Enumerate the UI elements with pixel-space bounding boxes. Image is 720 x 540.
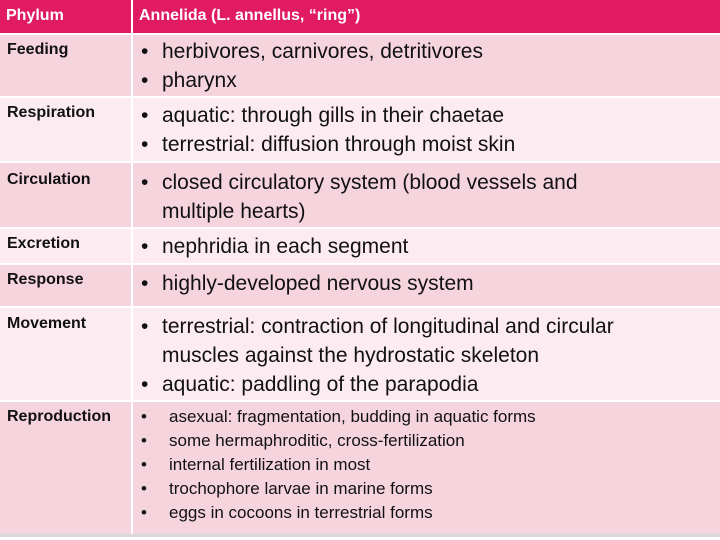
table-row-response — [0, 265, 720, 306]
list-item: • pharynx — [141, 66, 483, 95]
bullet-icon: • — [141, 373, 149, 396]
respiration-list — [141, 101, 515, 159]
table-row-excretion — [0, 229, 720, 263]
list-item: • eggs in cocoons in terrestrial forms — [141, 501, 536, 525]
list-item: • trochophore larvae in marine forms — [141, 477, 536, 501]
label-cell — [0, 229, 131, 263]
list-item: • aquatic: through gills in their chaetae — [141, 101, 515, 130]
content-cell — [133, 35, 720, 96]
bullet-icon: • — [141, 272, 149, 295]
content-cell — [133, 308, 720, 400]
label-cell — [0, 163, 131, 227]
row-label-movement: Movement — [7, 315, 87, 332]
header-cell-annelida — [133, 0, 720, 33]
row-label-respiration: Respiration — [7, 104, 96, 121]
list-item: • highly-developed nervous system — [141, 269, 474, 298]
label-cell — [0, 35, 131, 96]
list-item: • terrestrial: diffusion through moist skin — [141, 130, 515, 159]
list-item: • herbivores, carnivores, detritivores — [141, 37, 483, 66]
list-item-continuation: multiple hearts) — [162, 200, 306, 223]
row-label-feeding: Feeding — [7, 41, 69, 58]
excretion-list — [141, 232, 408, 261]
bullet-icon: • — [141, 407, 147, 426]
reproduction-list — [141, 405, 536, 525]
content-cell — [133, 98, 720, 161]
label-cell — [0, 402, 131, 534]
label-cell — [0, 98, 131, 161]
bullet-icon: • — [141, 431, 147, 450]
row-label-circulation: Circulation — [7, 171, 91, 188]
list-item: • aquatic: paddling of the parapodia — [141, 370, 614, 399]
response-list — [141, 269, 474, 298]
bullet-icon: • — [141, 171, 149, 194]
bullet-icon: • — [141, 503, 147, 522]
list-item: • closed circulatory system (blood vessels and — [141, 168, 578, 197]
list-item: • asexual: fragmentation, budding in aquatic forms — [141, 405, 536, 429]
table-row-movement — [0, 308, 720, 400]
bullet-icon: • — [141, 235, 149, 258]
content-cell — [133, 265, 720, 306]
bullet-icon: • — [141, 133, 149, 156]
movement-list — [141, 312, 614, 399]
bullet-icon: • — [141, 315, 149, 338]
bullet-icon: • — [141, 40, 149, 63]
table-row-circulation — [0, 163, 720, 227]
list-item: • some hermaphroditic, cross-fertilization — [141, 429, 536, 453]
table-row-respiration — [0, 98, 720, 161]
header-phylum: Phylum — [6, 7, 64, 24]
content-cell — [133, 163, 720, 227]
bullet-icon: • — [141, 455, 147, 474]
feeding-list — [141, 37, 483, 95]
list-item-continuation: muscles against the hydrostatic skeleton — [162, 344, 540, 367]
table-row-reproduction — [0, 402, 720, 534]
header-cell-phylum — [0, 0, 131, 33]
content-cell — [133, 229, 720, 263]
bullet-icon: • — [141, 104, 149, 127]
header-annelida: Annelida (L. annellus, “ring”) — [139, 7, 361, 24]
list-item: • terrestrial: contraction of longitudinal and circular — [141, 312, 614, 341]
row-label-response: Response — [7, 271, 84, 288]
list-item: • internal fertilization in most — [141, 453, 536, 477]
row-label-reproduction: Reproduction — [7, 408, 111, 425]
label-cell — [0, 265, 131, 306]
table-row-feeding — [0, 35, 720, 96]
content-cell — [133, 402, 720, 534]
bullet-icon: • — [141, 479, 147, 498]
bullet-icon: • — [141, 69, 149, 92]
circulation-list — [141, 168, 578, 226]
row-label-excretion: Excretion — [7, 235, 80, 252]
list-item: • nephridia in each segment — [141, 232, 408, 261]
table-header-row — [0, 0, 720, 33]
label-cell — [0, 308, 131, 400]
table-bottom-divider — [0, 534, 720, 537]
